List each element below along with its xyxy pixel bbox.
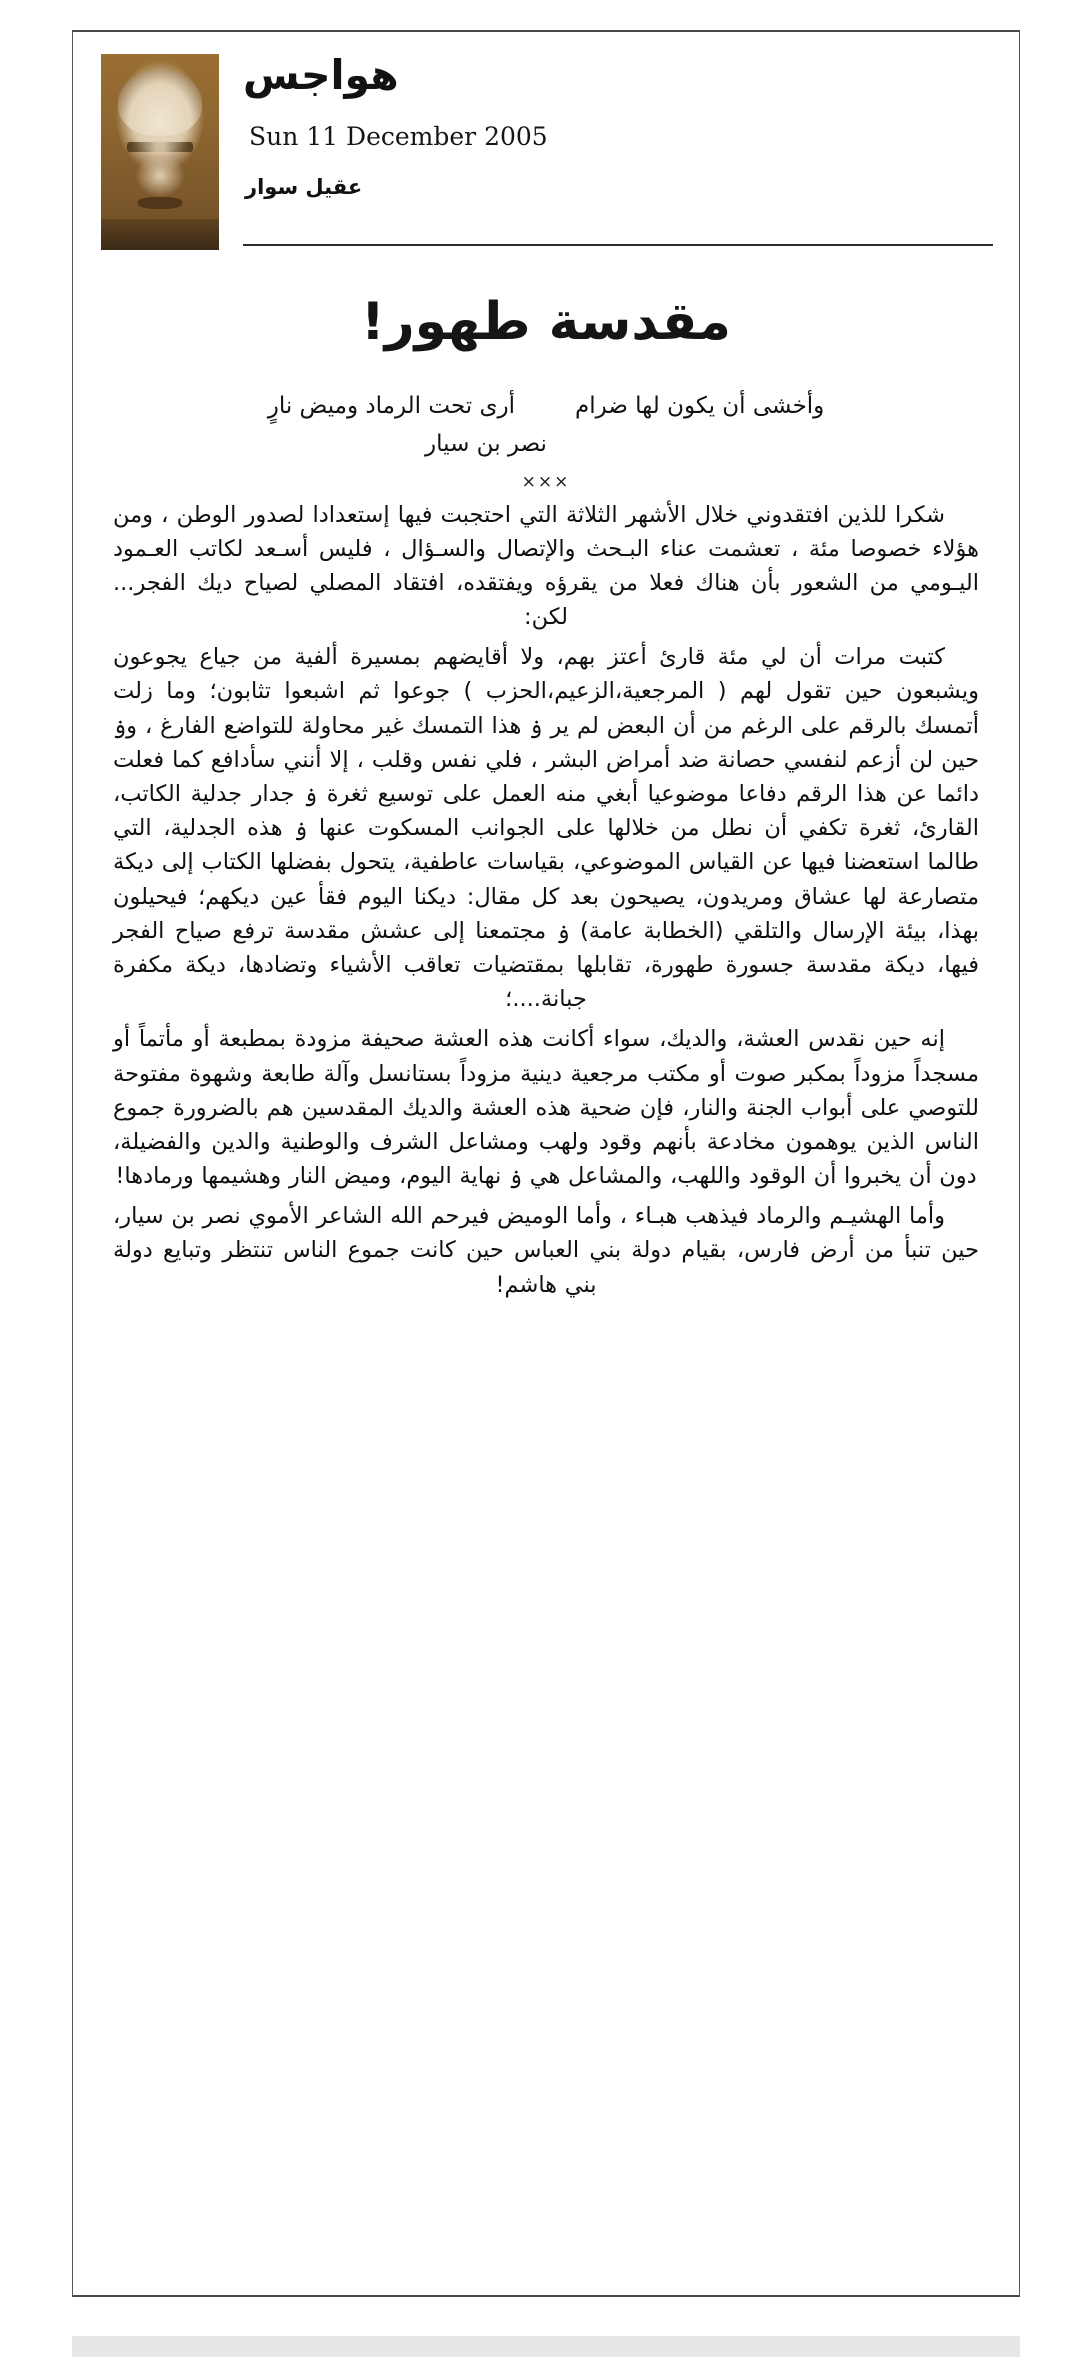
footer-bar <box>72 2336 1020 2357</box>
article-paragraph: إنه حين نقدس العشة، والديك، سواء أكانت هذه العشة صحيفة مزودة بمطبعة أو مأتماً أو مسجداً مزوداً بمكبر صوت أو مكتب مرجعية دينية مزوداً بستانسل وآلة طابعة وشهوة مفتوحة للتوصي على أبواب الجنة والنار، فإن ضحية هذه العشة والديك المقدسين هم بالضرورة جموع الناس الذين يوهمون مخادعة بأنهم وقود ولهب ومشاعل الشرف والوطنية والدين والفضيلة، دون أن يخبروا أن الوقود واللهب، والمشاعل هي ۏ نهاية اليوم، وميض النار وهشيمها ورمادها! <box>113 1026 979 1190</box>
poem-epigraph <box>129 389 963 461</box>
portrait-brows-shape <box>127 142 193 152</box>
section-break-marker: ××× <box>521 471 571 492</box>
article-page <box>72 30 1020 2297</box>
poem-attribution: نصر بن سيار <box>425 431 547 457</box>
publication-date: Sun 11 December 2005 <box>249 122 548 152</box>
publication-title: هواجس <box>243 51 399 99</box>
article-paragraph: كتبت مرات أن لي مئة قارئ أعتز بهم، ولا أقايضهم بمسيرة ألفية من جياع يجوعون ويشبعون حين تقول لهم ( المرجعية،الزعيم،الحزب ) جوعوا ثم اشبعوا تثابون؛ وما زلت أتمسك بالرقم على الرغم من أن البعض لم ير ۏ هذا التمسك غير محاولة للتواضع الفارغ ، وۏ حين لن أزعم لنفسي حصانة ضد أمراض البشر ، فلي نفس وقلب ، إلا أنني سأدافع كما فعلت دائما عن هذا الرقم دفاعا موضوعيا أبغي منه العمل على توسيع ثغرة ۏ جدار جدلية الكاتب، القارئ، ثغرة تكفي أن نطل من خلالها على الجوانب المسكوت عنها ۏ هذه الجدلية، التي طالما استعضنا فيها عن القياس الموضوعي، بقياسات عاطفية، يتحول بفضلها الكتاب إلى ديكة متصارعة لها عشاق ومريدون، يصيحون بعد كل مقال: ديكنا اليوم فقأ عين ديكهم؛ فيحيلون بهذا، بيئة الإرسال والتلقي (الخطابة عامة) ۏ مجتمعنا إلى عشش مقدسة ترفع صياح الفجر فيها، ديكة مقدسة جسورة طهورة، تقابلها بمقتضيات تعاقب الأشياء وتضادها، ديكة مكفرة جبانة....؛ <box>113 644 979 1013</box>
portrait-mustache-shape <box>138 197 183 209</box>
poem-hemistich-right: أرى تحت الرماد وميض نارٍ <box>267 393 516 420</box>
masthead <box>73 32 1019 264</box>
article-paragraph: وأما الهشيـم والرماد فيذهب هبـاء ، وأما الوميض فيرحم الله الشاعر الأموي نصر بن سيار، حين تنبأ من أرض فارس، بقيام دولة بني العباس حين كانت جموع الناس تنتظر وتبايع دولة بني هاشم! <box>113 1203 979 1298</box>
masthead-divider <box>243 244 993 246</box>
article-paragraph: شكرا للذين افتقدوني خلال الأشهر الثلاثة التي احتجبت فيها إستعدادا لصدور الوطن ، ومن هؤلاء خصوصا مئة ، تعشمت عناء البـحث والإتصال والسـؤال ، فليس أسـعد لكاتب العـمود اليـومي من الشعور بأن هناك فعلا من يقرؤه ويفتقده، افتقاد المصلي لصياح ديك الفجر... لكن: <box>113 501 979 631</box>
portrait-head-shape <box>118 70 203 137</box>
author-portrait <box>101 54 219 250</box>
author-byline: عقيل سوار <box>245 174 363 199</box>
masthead-text-block <box>243 51 993 199</box>
portrait-suit-shape <box>101 219 219 250</box>
poem-hemistich-left: وأخشى أن يكون لها ضرام <box>575 393 825 420</box>
article-headline: مقدسة طهور! <box>361 292 731 352</box>
poem-line <box>129 389 963 425</box>
article-body <box>113 498 979 1316</box>
